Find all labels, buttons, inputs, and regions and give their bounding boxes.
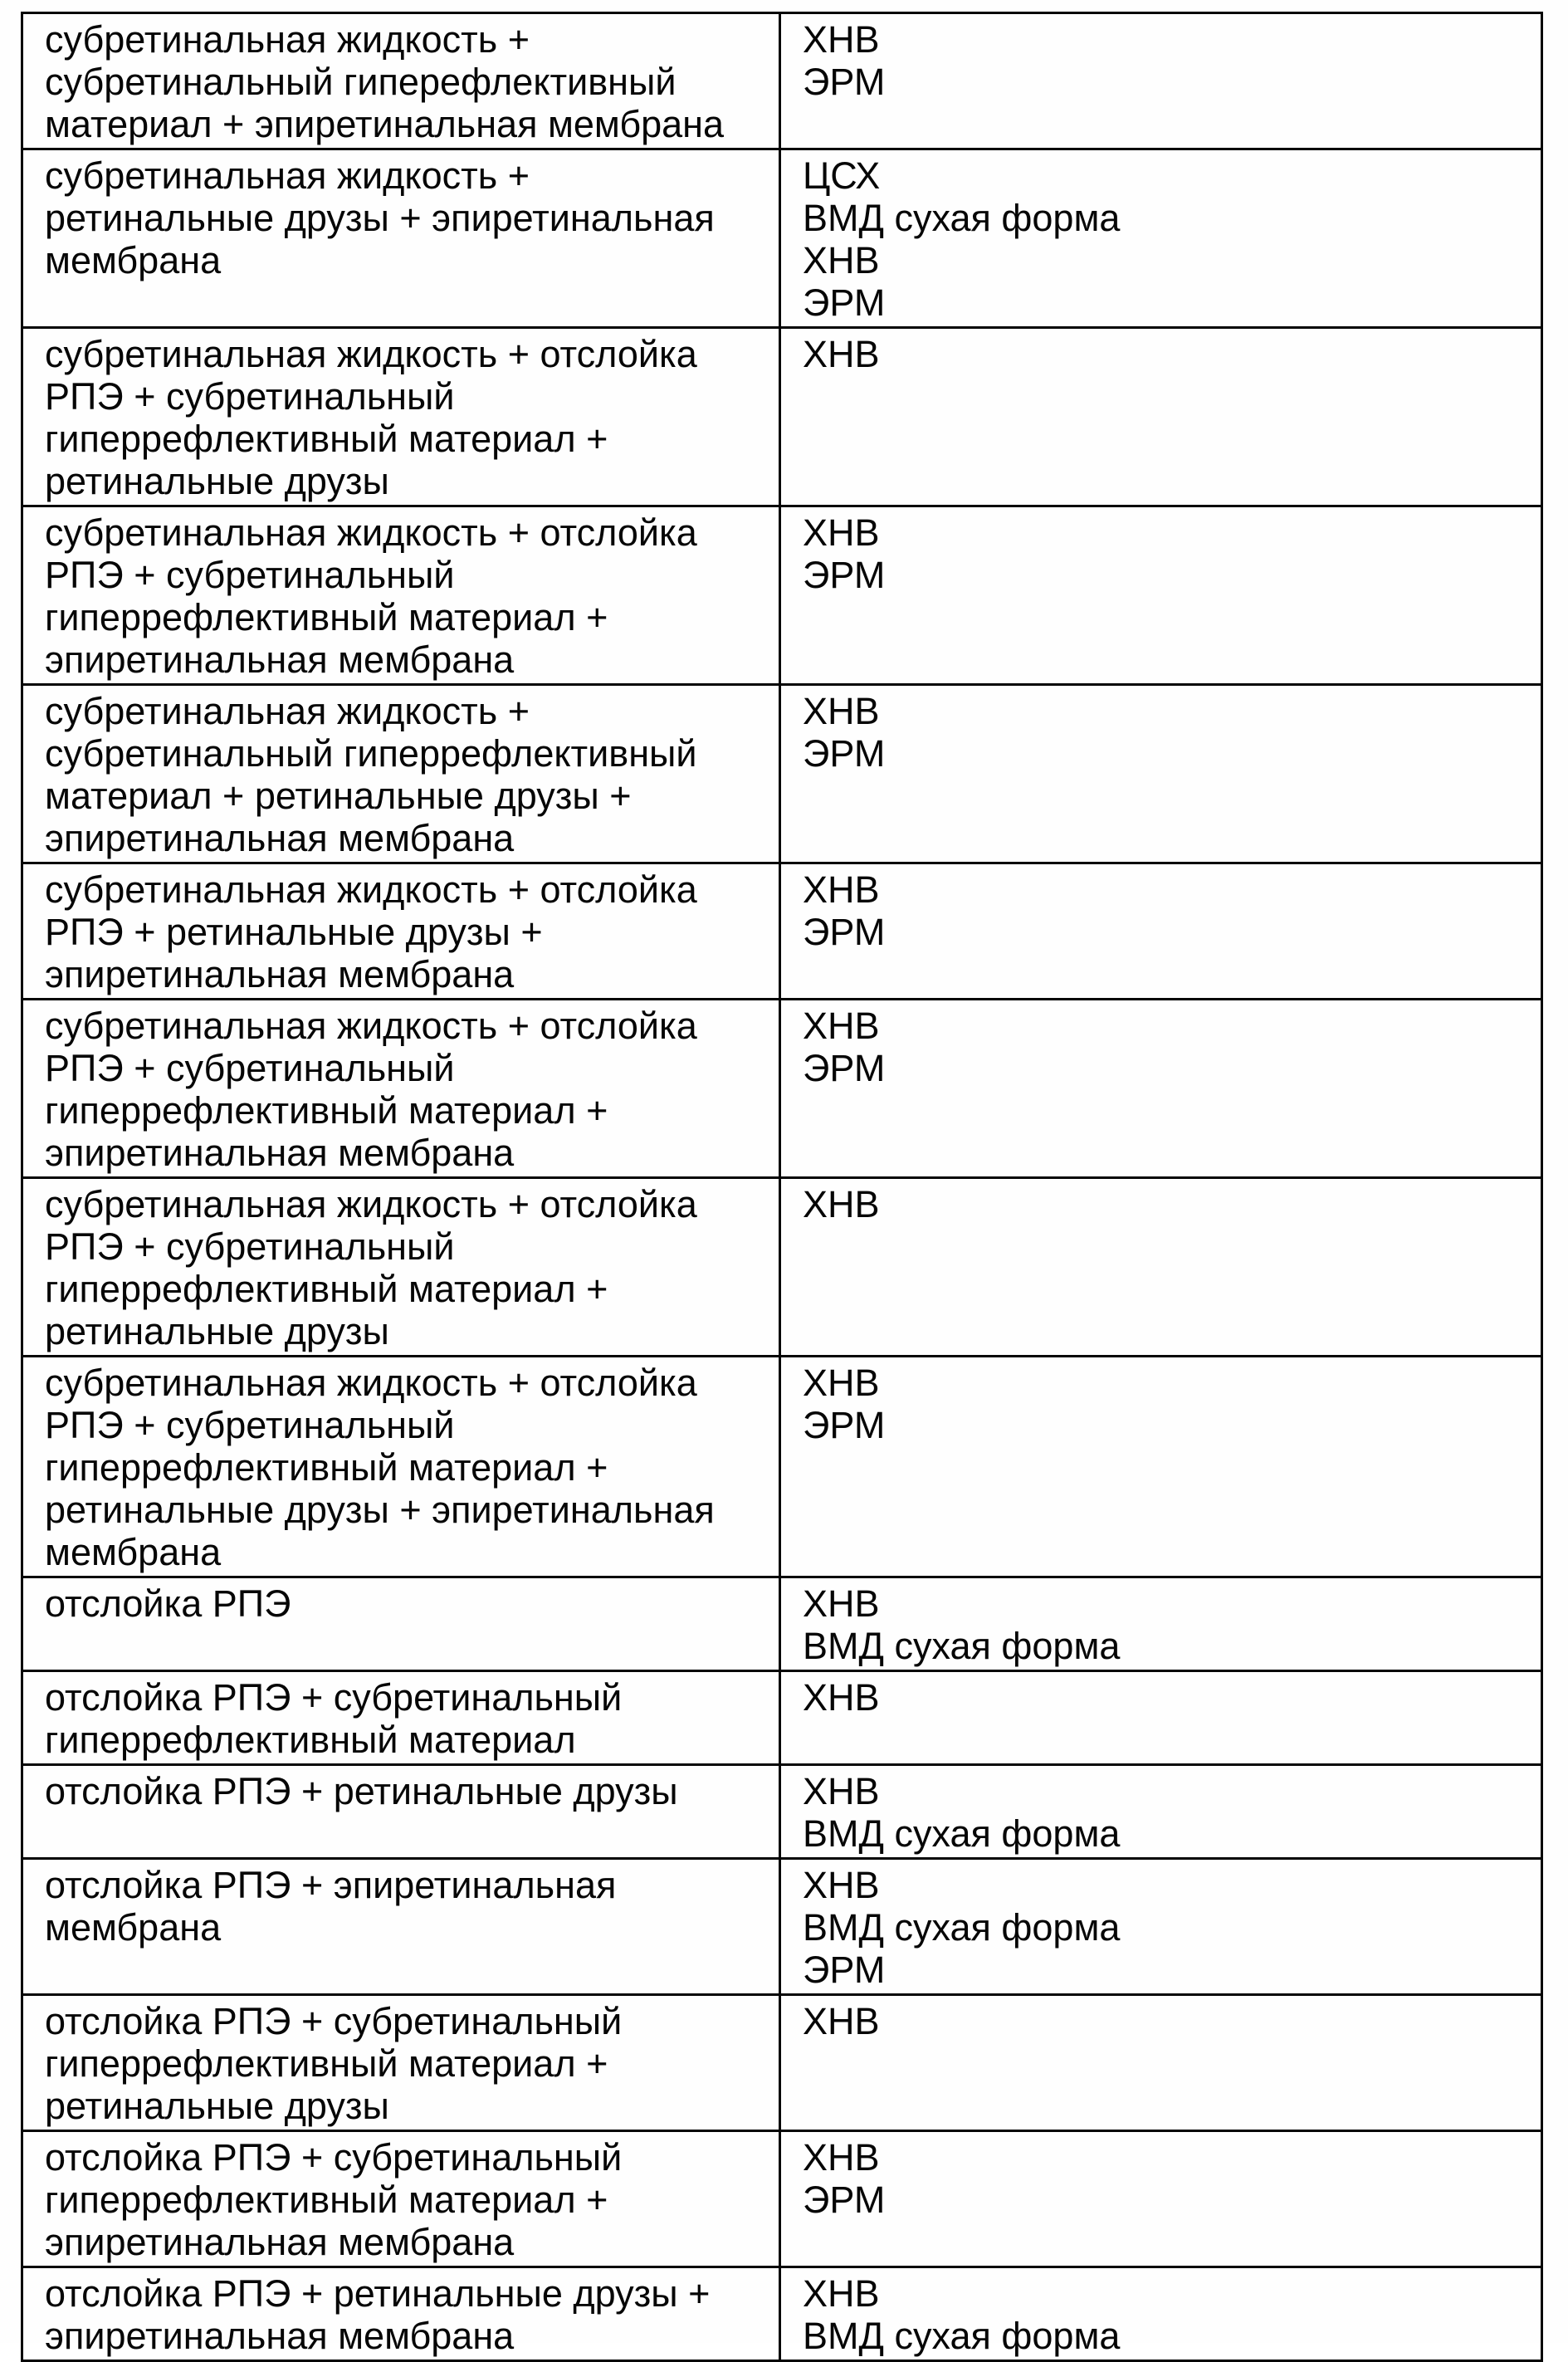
diagnoses-cell: ХНВ [780,328,1542,506]
combination-cell: субретинальная жидкость + отслойка РПЭ + субретинальный гиперрефлективный материал + ретинальные друзы + эпиретинальная мембрана [22,1357,780,1577]
diagnoses-cell: ХНВ ЭРМ [780,1357,1542,1577]
combination-cell: субретинальная жидкость + ретинальные друзы + эпиретинальная мембрана [22,149,780,328]
diagnoses-cell: ХНВ [780,1671,1542,1765]
combination-cell: отслойка РПЭ + субретинальный гиперрефлективный материал + эпиретинальная мембрана [22,2131,780,2267]
table-row [22,328,1542,506]
combination-cell: отслойка РПЭ + субретинальный гиперрефлективный материал + ретинальные друзы [22,1995,780,2131]
oct-findings-diagnosis-table [21,12,1543,2362]
table-row [22,1178,1542,1357]
table-row [22,149,1542,328]
diagnoses-cell: ХНВ ВМД сухая форма [780,1577,1542,1671]
diagnoses-cell: ЦСХ ВМД сухая форма ХНВ ЭРМ [780,149,1542,328]
table-row [22,685,1542,863]
combination-cell: отслойка РПЭ + субретинальный гиперрефлективный материал [22,1671,780,1765]
table-row [22,1765,1542,1859]
diagnoses-cell: ХНВ ЭРМ [780,1000,1542,1178]
diagnoses-cell: ХНВ ВМД сухая форма ЭРМ [780,1859,1542,1995]
table-row [22,2131,1542,2267]
combination-cell: субретинальная жидкость + отслойка РПЭ + ретинальные друзы + эпиретинальная мембрана [22,863,780,1000]
table-row [22,1357,1542,1577]
combination-cell: отслойка РПЭ + ретинальные друзы [22,1765,780,1859]
combination-cell: субретинальная жидкость + субретинальный гиперефлективный материал + эпиретинальная мембрана [22,13,780,149]
table-row [22,13,1542,149]
diagnoses-cell: ХНВ ЭРМ [780,2131,1542,2267]
diagnoses-cell: ХНВ [780,1995,1542,2131]
table-row [22,2267,1542,2361]
combination-cell: отслойка РПЭ [22,1577,780,1671]
table-row [22,1995,1542,2131]
table-row [22,1577,1542,1671]
combination-cell: отслойка РПЭ + ретинальные друзы + эпиретинальная мембрана [22,2267,780,2361]
combination-cell: субретинальная жидкость + отслойка РПЭ + субретинальный гиперрефлективный материал + эпиретинальная мембрана [22,506,780,685]
combination-cell: отслойка РПЭ + эпиретинальная мембрана [22,1859,780,1995]
diagnoses-cell: ХНВ ВМД сухая форма [780,1765,1542,1859]
diagnoses-cell: ХНВ ЭРМ [780,13,1542,149]
diagnoses-cell: ХНВ ВМД сухая форма [780,2267,1542,2361]
combination-cell: субретинальная жидкость + отслойка РПЭ + субретинальный гиперрефлективный материал + ретинальные друзы [22,328,780,506]
table-row [22,863,1542,1000]
combination-cell: субретинальная жидкость + отслойка РПЭ + субретинальный гиперрефлективный материал + ретинальные друзы [22,1178,780,1357]
diagnoses-cell: ХНВ ЭРМ [780,685,1542,863]
diagnoses-cell: ХНВ ЭРМ [780,863,1542,1000]
table-row [22,1859,1542,1995]
combination-cell: субретинальная жидкость + отслойка РПЭ + субретинальный гиперрефлективный материал + эпиретинальная мембрана [22,1000,780,1178]
table-row [22,1671,1542,1765]
combination-cell: субретинальная жидкость + субретинальный гиперрефлективный материал + ретинальные друзы + эпиретинальная мембрана [22,685,780,863]
table-row [22,1000,1542,1178]
diagnoses-cell: ХНВ [780,1178,1542,1357]
diagnoses-cell: ХНВ ЭРМ [780,506,1542,685]
table-row [22,506,1542,685]
